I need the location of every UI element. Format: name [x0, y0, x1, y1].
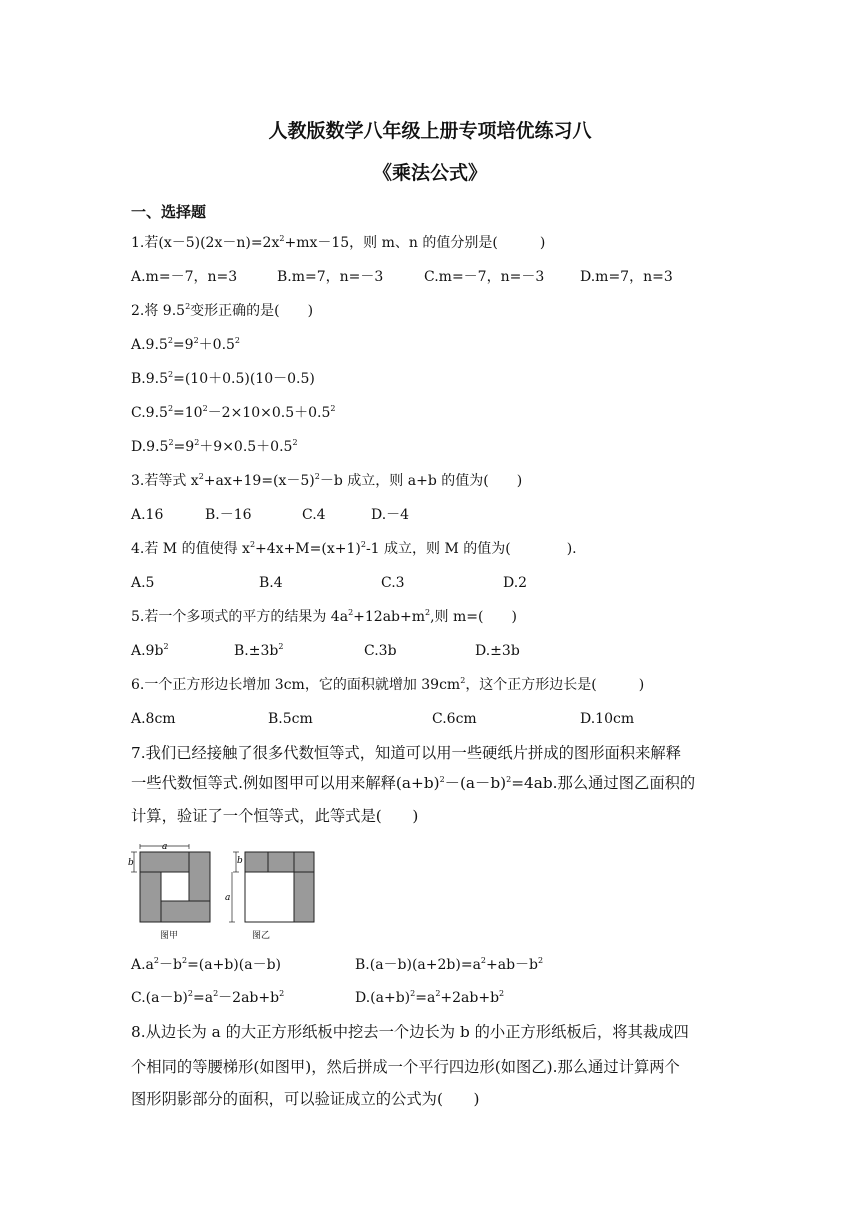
- q6-option-b: B.5cm: [268, 711, 313, 727]
- yi-white-square: [245, 872, 294, 922]
- q4-option-d: D.2: [503, 575, 528, 591]
- q3-option-d: D.－4: [371, 507, 410, 523]
- question-1: 1.若$(x-5)(2x-n)=2x^2+mx-15$，则 m、n 的值分别是( ): [131, 234, 546, 251]
- jia-rect-bottom: [161, 901, 210, 922]
- question-5: 5.若一个多项式的平方的结果为 $4a^2+12ab+m^2$,则 m=( ): [131, 608, 517, 625]
- q7-option-c: $C.(a-b)^2=a^2-2ab+b^2$: [131, 989, 285, 1006]
- q6-option-a: A.8cm: [131, 711, 176, 727]
- q2-option-a: $A.9.5^2=9^2+0.5^2$: [131, 336, 241, 353]
- q1-option-c: C.m=－7，n=－3: [424, 269, 545, 285]
- jia-rect-right: [189, 852, 210, 901]
- q2-option-d: $D.9.5^2=9^2+9\times 0.5+0.5^2$: [131, 438, 298, 455]
- q1-option-b: B.m=7，n=－3: [277, 269, 384, 285]
- question-7-line-1: 7.我们已经接触了很多代数恒等式，知道可以用一些硬纸片拼成的图形面积来解释: [131, 744, 681, 762]
- section-heading: 一、选择题: [131, 203, 207, 221]
- q4-option-a: A.5: [131, 575, 155, 591]
- document-title: 人教版数学八年级上册专项培优练习八: [268, 120, 592, 142]
- q7-option-d: $D.(a+b)^2=a^2+2ab+b^2$: [355, 989, 505, 1006]
- q3-option-a: A.16: [131, 507, 164, 523]
- question-7-line-2: 一些代数恒等式.例如图甲可以用来解释$(a+b)^2-(a-b)^2=4ab$.那么通过图乙面积的: [131, 774, 696, 792]
- figure-jia-caption: 图甲: [160, 931, 179, 941]
- q4-option-c: C.3: [381, 575, 405, 591]
- q5-option-d: D.±3b: [475, 643, 520, 659]
- q6-option-d: D.10cm: [580, 711, 635, 727]
- q3-option-c: C.4: [302, 507, 326, 523]
- q5-option-c: C.3b: [364, 643, 397, 659]
- q7-option-b: $B.(a-b)(a+2b)=a^2+ab-b^2$: [355, 956, 544, 973]
- q3-option-b: B.－16: [205, 507, 252, 523]
- q6-option-c: C.6cm: [432, 711, 477, 727]
- q2-option-c: $C.9.5^2=10^2-2\times 10\times 0.5+0.5^2$: [131, 404, 336, 421]
- jia-center-square: [161, 872, 189, 901]
- question-8-line-3: 图形阴影部分的面积，可以验证成立的公式为( ): [131, 1090, 480, 1108]
- q2-option-b: $B.9.5^2=(10+0.5)(10-0.5)$: [131, 370, 315, 387]
- jia-rect-top: [140, 852, 189, 872]
- question-7-line-3: 计算，验证了一个恒等式，此等式是( ): [131, 807, 419, 825]
- jia-rect-left: [140, 872, 161, 922]
- yi-label-a: a: [225, 893, 231, 903]
- question-6: 6.一个正方形边长增加 3cm，它的面积就增加 $39cm^2$，这个正方形边长是( ): [131, 676, 645, 693]
- figure-yi: [225, 845, 317, 925]
- q1-option-a: A.m=－7，n=3: [131, 269, 238, 285]
- question-2: 2.将 $9.5^2$变形正确的是( ): [131, 302, 314, 319]
- jia-label-a: a: [162, 842, 168, 852]
- question-8-line-1: 8.从边长为 a 的大正方形纸板中挖去一个边长为 b 的小正方形纸板后，将其裁成四: [131, 1023, 689, 1041]
- q5-option-a: $A.9b^2$: [131, 642, 169, 659]
- figure-yi-caption: 图乙: [252, 931, 271, 941]
- question-8-line-2: 个相同的等腰梯形(如图甲)，然后拼成一个平行四边形(如图乙).那么通过计算两个: [131, 1058, 680, 1076]
- figure-jia: [128, 840, 214, 925]
- jia-label-b: b: [128, 858, 134, 868]
- q5-option-b: $B.\pm 3b^2$: [234, 642, 284, 659]
- question-4: 4.若 M 的值使得 $x^2+4x+M=(x+1)^2-1$ 成立，则 M 的值为( ).: [131, 540, 577, 557]
- question-3: 3.若等式 $x^2+ax+19=(x-5)^2-b$ 成立，则 a+b 的值为( ): [131, 472, 523, 489]
- q4-option-b: B.4: [259, 575, 283, 591]
- q7-option-a: $A.a^2-b^2=(a+b)(a-b)$: [131, 956, 282, 973]
- document-subtitle: 《乘法公式》: [372, 162, 487, 184]
- yi-label-b: b: [237, 856, 243, 866]
- q1-option-d: D.m=7，n=3: [580, 269, 673, 285]
